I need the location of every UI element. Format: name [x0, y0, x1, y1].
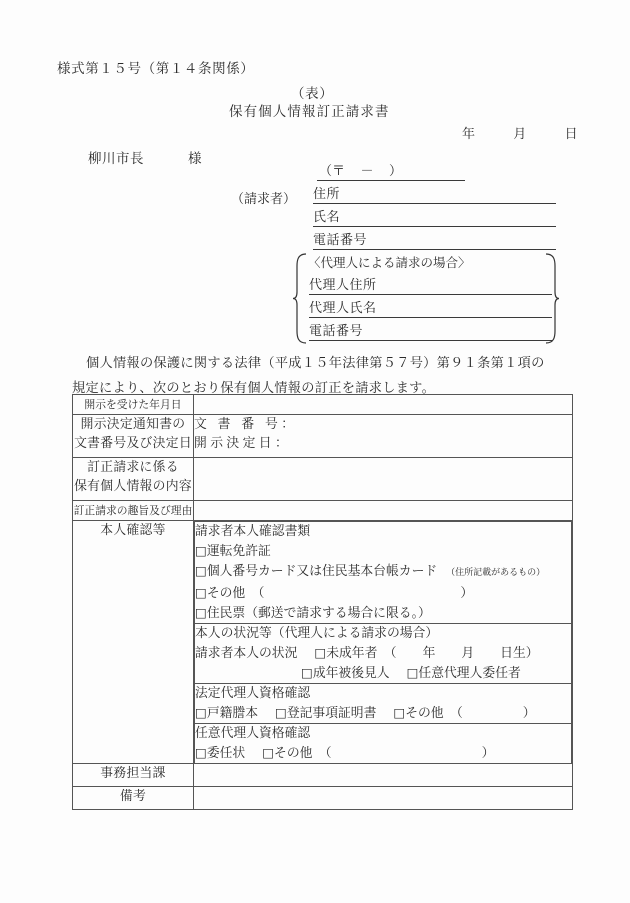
table-row-disclosure-date	[73, 395, 573, 415]
requester-tel-label: 電話番号	[313, 233, 368, 248]
legal-agent-other-close: ）	[522, 706, 536, 721]
status-row-1[interactable]	[195, 643, 571, 663]
identity-vol-agent-block	[195, 724, 572, 764]
doc-number-key: 文 書 番 号	[194, 417, 282, 432]
postal-close: ）	[389, 164, 403, 179]
requester-address-label: 住所	[313, 187, 341, 202]
label-notice	[73, 415, 194, 458]
value-notice[interactable]	[194, 415, 573, 458]
decision-date-sep: ：	[274, 436, 288, 451]
vol-agent-inin-label: 委任状	[206, 746, 246, 761]
agent-address-label: 代理人住所	[309, 278, 377, 293]
label-remarks	[73, 787, 194, 810]
option-other-doc-close: ）	[460, 586, 474, 601]
identity-subgrid	[194, 521, 572, 763]
status-heading: 本人の状況等（代理人による請求の場合）	[195, 626, 439, 641]
checkbox-adult-ward-icon[interactable]	[301, 663, 313, 683]
option-mynumber[interactable]	[195, 561, 571, 583]
option-mynumber-label: 個人番号カード又は住民基本台帳カード	[206, 564, 438, 579]
status-minor-month: 月	[461, 646, 475, 661]
requester-name-field[interactable]	[313, 208, 556, 227]
vol-agent-other-label: その他 （	[274, 746, 332, 761]
option-mynumber-note: （住所記載があるもの）	[446, 568, 546, 578]
value-remarks[interactable]	[194, 787, 573, 810]
addressee-name: 柳川市長	[88, 151, 144, 167]
label-office	[73, 764, 194, 787]
form-number: 様式第１５号（第１４条関係）	[57, 61, 255, 77]
agent-tel-field[interactable]	[309, 322, 552, 341]
option-license[interactable]	[195, 541, 571, 561]
label-reason-text: 訂正請求の趣旨及び理由	[73, 504, 193, 517]
label-disclosure-date-text: 開示を受けた年月日	[84, 398, 182, 411]
agent-name-field[interactable]	[309, 299, 552, 318]
identity-legal-agent-cell	[195, 684, 572, 724]
agent-tel-label: 電話番号	[309, 324, 364, 339]
identity-status-cell	[195, 624, 572, 684]
addressee	[88, 147, 202, 167]
postal-symbol: （〒	[319, 164, 346, 179]
legal-line-2: 規定により、次のとおり保有個人情報の訂正を請求します。	[72, 381, 436, 396]
label-notice-line2: 文書番号及び決定日	[74, 436, 192, 451]
table-row-notice	[73, 415, 573, 458]
label-remarks-text: 備考	[119, 789, 147, 804]
date-month-label: 月	[513, 127, 527, 142]
date-line	[462, 123, 578, 142]
option-other-doc[interactable]	[195, 583, 571, 603]
identity-vol-agent-cell	[195, 724, 572, 764]
decision-date-key: 開示決定日	[194, 436, 275, 451]
status-voluntary-agent-label: 任意代理人委任者	[418, 666, 521, 681]
label-notice-line1: 開示決定通知書の	[80, 417, 186, 432]
identity-docs-block	[195, 522, 572, 624]
requester-group-label: （請求者）	[231, 192, 297, 207]
table-row-content	[73, 458, 573, 501]
value-content[interactable]	[194, 458, 573, 501]
request-details-table	[72, 394, 573, 810]
status-adult-ward-label: 成年被後見人	[312, 666, 390, 681]
legal-line-1: 個人情報の保護に関する法律（平成１５年法律第５７号）第９１条第１項の	[86, 356, 545, 371]
checkbox-vol-other-icon[interactable]	[262, 743, 274, 763]
value-office[interactable]	[194, 764, 573, 787]
label-identity	[73, 521, 194, 764]
agent-address-field[interactable]	[309, 276, 552, 295]
status-minor-year: 年	[422, 646, 436, 661]
label-identity-text: 本人確認等	[100, 523, 166, 538]
identity-status-block	[195, 624, 572, 684]
label-content-line1: 訂正請求に係る	[87, 460, 179, 475]
identity-docs-heading: 請求者本人確認書類	[195, 524, 311, 539]
value-reason[interactable]	[194, 501, 573, 521]
label-reason	[73, 501, 194, 521]
status-minor-label: 未成年者 （	[326, 646, 397, 661]
option-license-label: 運転免許証	[206, 544, 271, 559]
table-row-identity	[73, 521, 573, 764]
page-title: 保有個人情報訂正請求書	[229, 104, 390, 120]
checkbox-voluntary-agent-icon[interactable]	[407, 663, 419, 683]
agent-heading: 〈代理人による請求の場合〉	[308, 255, 471, 270]
checkbox-inin-icon[interactable]	[195, 743, 207, 763]
table-row-remarks	[73, 787, 573, 810]
checkbox-touki-icon[interactable]	[275, 703, 287, 723]
doc-number-line	[194, 415, 572, 434]
status-label: 請求者本人の状況	[195, 646, 298, 661]
label-content	[73, 458, 194, 501]
checkbox-minor-icon[interactable]	[314, 643, 326, 663]
requester-tel-field[interactable]	[313, 231, 556, 250]
checkbox-other-doc-icon[interactable]	[195, 583, 207, 603]
legal-agent-touki-label: 登記事項証明書	[286, 706, 377, 721]
option-other-doc-label: その他 （	[206, 586, 265, 601]
table-row-office	[73, 764, 573, 787]
requester-address-field[interactable]	[313, 185, 556, 204]
legal-agent-other-label: その他 （	[405, 706, 463, 721]
status-minor-day: 日生）	[500, 646, 539, 661]
legal-agent-heading: 法定代理人資格確認	[195, 686, 311, 701]
vol-agent-options[interactable]	[195, 743, 571, 763]
status-row-2[interactable]	[195, 663, 571, 683]
legal-agent-koseki-label: 戸籍謄本	[206, 706, 258, 721]
addressee-honorific: 様	[188, 151, 202, 167]
option-juminhyo-label: 住民票（郵送で請求する場合に限る。）	[206, 606, 431, 621]
checkbox-mynumber-icon[interactable]	[195, 561, 207, 581]
checkbox-juminhyo-icon[interactable]	[195, 603, 207, 623]
value-identity	[194, 521, 573, 764]
requester-postal-field[interactable]	[317, 162, 465, 181]
label-content-line2: 保有個人情報の内容	[74, 479, 192, 494]
vol-agent-other-close: ）	[481, 746, 495, 761]
doc-number-sep: ：	[281, 417, 294, 432]
option-juminhyo[interactable]	[195, 603, 571, 623]
checkbox-license-icon[interactable]	[195, 541, 207, 561]
value-disclosure-date[interactable]	[194, 395, 573, 415]
sheet-marker: （表）	[291, 86, 334, 102]
vol-agent-heading: 任意代理人資格確認	[195, 726, 311, 741]
agent-name-label: 代理人氏名	[309, 301, 377, 316]
date-day-label: 日	[564, 127, 578, 142]
label-disclosure-date	[73, 395, 194, 415]
identity-docs-cell	[195, 522, 572, 624]
identity-legal-agent-block	[195, 684, 572, 724]
table-row-reason	[73, 501, 573, 521]
date-year-label: 年	[462, 127, 476, 142]
legal-agent-options[interactable]	[195, 703, 571, 723]
checkbox-legal-other-icon[interactable]	[393, 703, 405, 723]
decision-date-line	[194, 434, 572, 453]
checkbox-koseki-icon[interactable]	[195, 703, 207, 723]
postal-dash: －	[360, 164, 374, 179]
label-office-text: 事務担当課	[100, 766, 166, 781]
requester-name-label: 氏名	[313, 210, 341, 225]
